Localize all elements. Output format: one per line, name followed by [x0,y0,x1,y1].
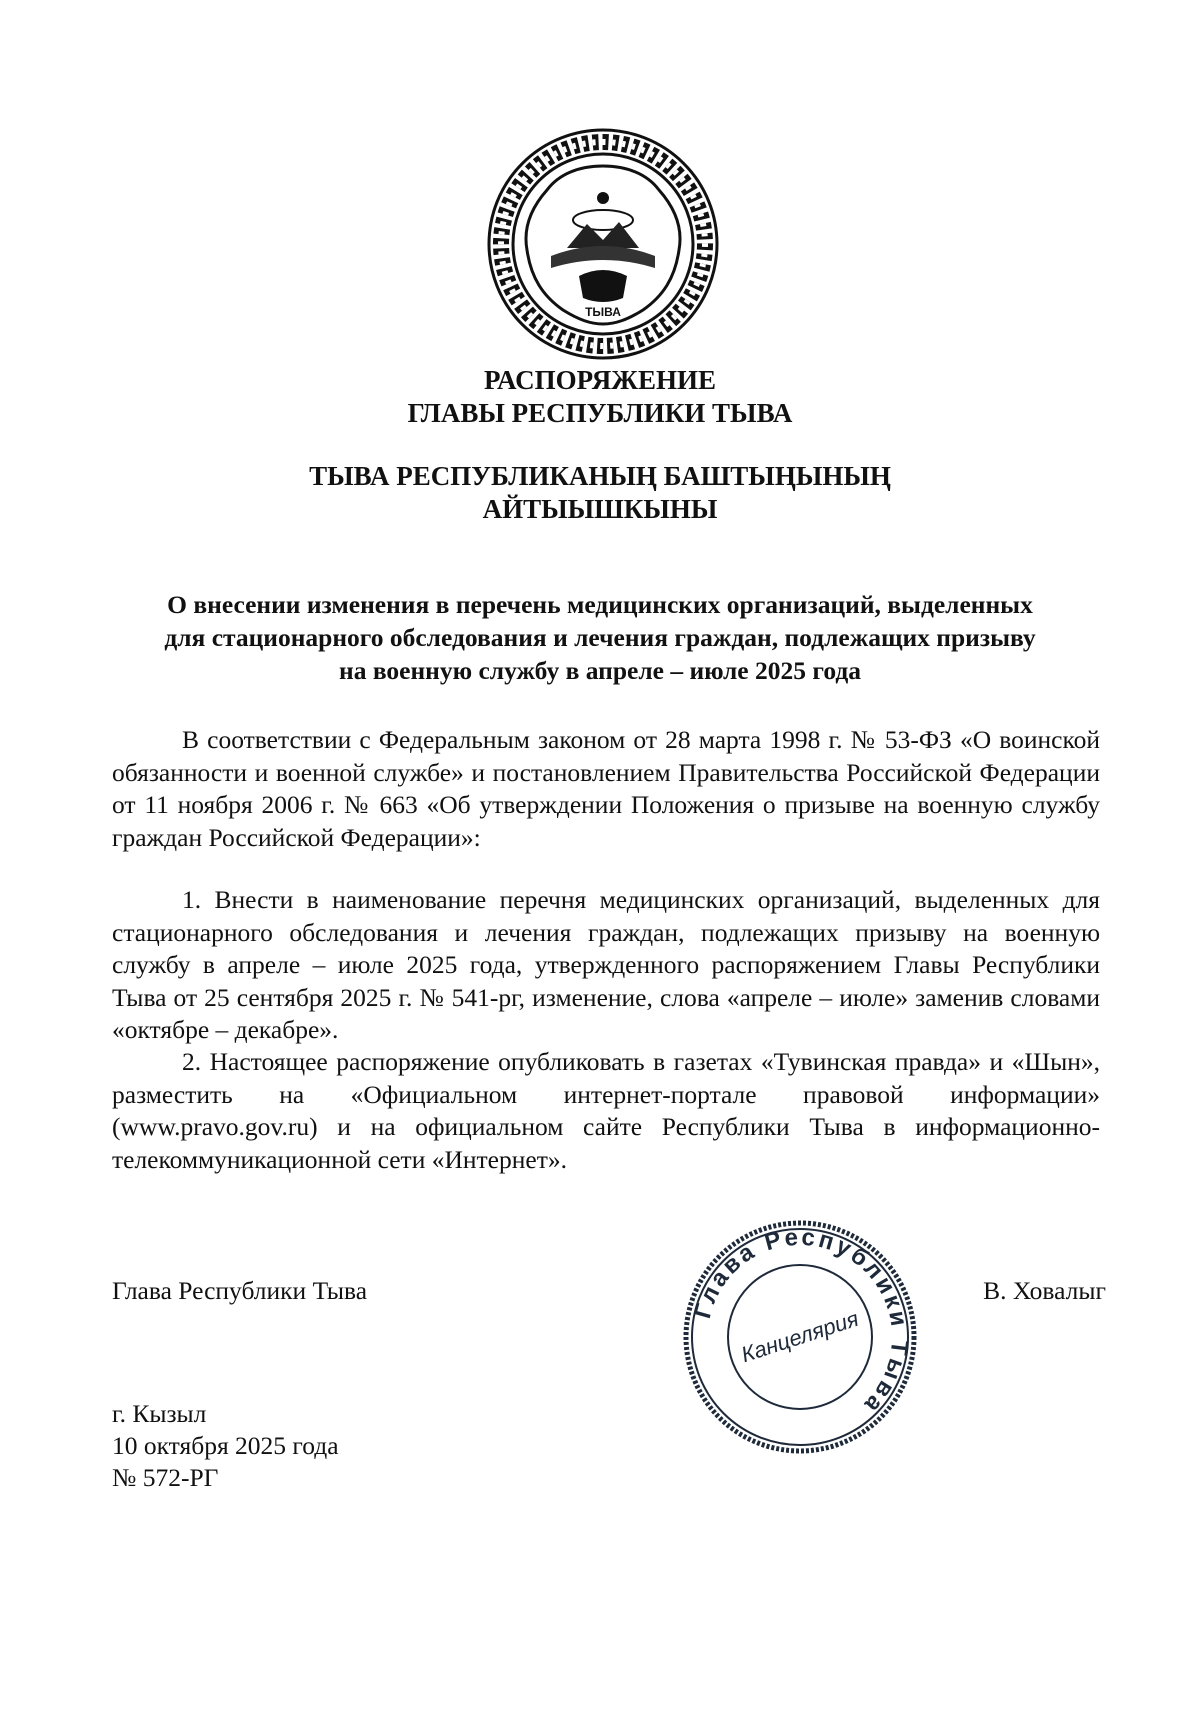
header-russian [0,364,1200,430]
title-line2: для стационарного обследования и лечения граждан, подлежащих призыву [164,623,1036,652]
stamp-ring-text: Глава Республики Тыва [689,1223,914,1421]
office-stamp [680,1218,920,1456]
title-line1: О внесении изменения в перечень медицинских организаций, выделенных [167,590,1033,619]
header-tuvan [0,460,1200,526]
header-ru-line1: РАСПОРЯЖЕНИЕ [483,365,717,395]
header-tyv-line1: ТЫВА РЕСПУБЛИКАНЫҢ БАШТЫҢЫНЫҢ [309,461,891,491]
signatory-position: Глава Республики Тыва [112,1276,368,1305]
title-line3: на военную службу в апреле – июле 2025 года [339,656,861,685]
city: г. Кызыл [112,1399,207,1428]
preamble-text: В соответствии с Федеральным законом от 28 марта 1998 г. № 53-ФЗ «О воинской обязанности и военной службе» и постановлением Правительства Российской Федерации от 11 ноября 2006 г. № 663 «Об утверждении Положения о призыве на военную службу граждан Российской Федерации»: [112,725,1100,852]
emblem-caption: ТЫВА [585,305,621,319]
document-number: № 572-РГ [112,1463,219,1492]
item-1-text: 1. Внести в наименование перечня медицинских организаций, выделенных для стационарного обследования и лечения граждан, подлежащих призыву на военную службу в апреле – июле 2025 года, утвержденного распоряжением Главы Республики Тыва от 25 сентября 2025 г. № 541-рг, изменение, слова «апреле – июле» заменив словами «октябре – декабре». [112,885,1100,1044]
stamp-center-text: Канцелярия [738,1305,862,1368]
item-1-paragraph [112,884,1100,1047]
signatory-name: В. Ховалыг [983,1276,1106,1305]
preamble-paragraph [112,724,1100,854]
document-date: 10 октября 2025 года [112,1431,339,1460]
document-title [90,588,1110,687]
header-tyv-line2: АЙТЫЫШКЫНЫ [482,494,718,524]
item-2-text: 2. Настоящее распоряжение опубликовать в газетах «Тувинская правда» и «Шын», разместить на «Официальном интернет-портале правовой информации» (www.pravo.gov.ru) и на официальном сайте Республики Тыва в информационно-телекоммуникационной сети «Интернет». [112,1047,1100,1174]
emblem-of-tuva [487,128,719,360]
document-footer [112,1398,339,1494]
header-ru-line2: ГЛАВЫ РЕСПУБЛИКИ ТЫВА [407,398,793,428]
item-2-paragraph [112,1046,1100,1176]
